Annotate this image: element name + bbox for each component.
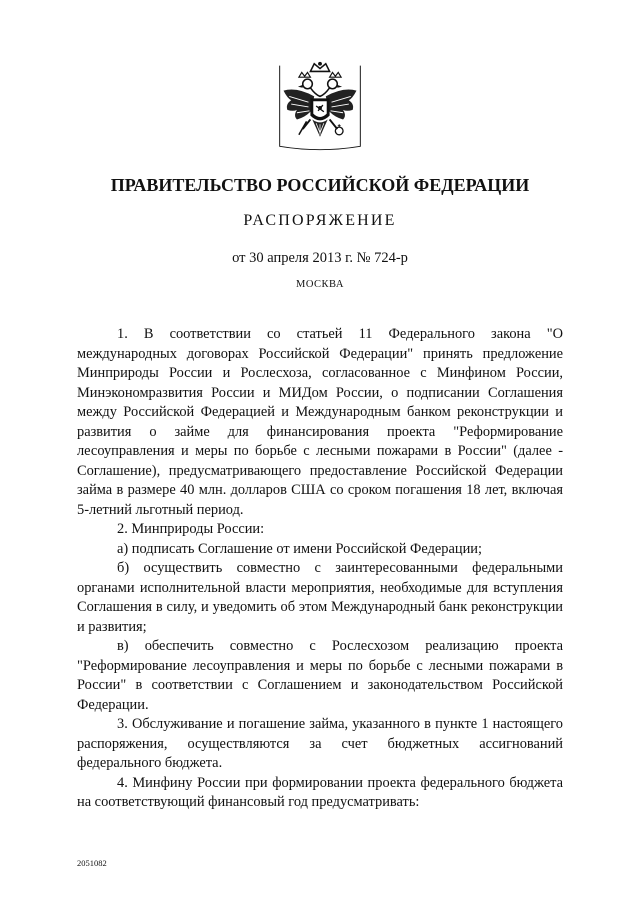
paragraph-2b: б) осуществить совместно с заинтересованными федеральными органами исполнительной власти мероприятия, необходимые для вступления Соглашения в силу, и уведомить об этом Международный банк реконструкции и развития;	[77, 560, 563, 635]
document-city: МОСКВА	[296, 279, 344, 290]
paragraph-1: 1. В соответствии со статьей 11 Федерального закона "О международных договорах Российской Федерации" принять предложение Минприроды России и Рослесхоза, согласованное с Минфином России, Минэкономразвития России и МИДом России, о подписании Соглашения между Российской Федерацией и Международным банком реконструкции и развития о займе для финансирования проекта "Реформирование лесоуправления и меры по борьбе с лесными пожарами в России" (далее - Соглашение), предусматривающего предоставление Российской Федерации займа в размере 40 млн. долларов США со сроком погашения 18 лет, включая 5-летний льготный период.	[77, 326, 563, 518]
document-date-number: от 30 апреля 2013 г. № 724-р	[232, 250, 408, 266]
paragraph-4: 4. Минфину России при формировании проекта федерального бюджета на соответствующий финансовый год предусматривать:	[77, 774, 563, 810]
document-body	[77, 325, 563, 813]
document-type: РАСПОРЯЖЕНИЕ	[243, 212, 397, 229]
paragraph-2a: а) подписать Соглашение от имени Российской Федерации;	[117, 540, 482, 557]
paragraph-2c: в) обеспечить совместно с Рослесхозом реализацию проекта "Реформирование лесоуправления и меры по борьбе с лесными пожарами в России" в соответствии с Соглашением и законодательством Российской Федерации.	[77, 638, 563, 713]
footer-doc-number: 2051082	[77, 858, 107, 868]
paragraph-2: 2. Минприроды России:	[117, 521, 265, 537]
paragraph-3: 3. Обслуживание и погашение займа, указанного в пункте 1 настоящего распоряжения, осуществляются за счет бюджетных ассигнований федерального бюджета.	[77, 716, 563, 771]
russian-coat-of-arms-icon	[272, 58, 368, 154]
issuer-title: ПРАВИТЕЛЬСТВО РОССИЙСКОЙ ФЕДЕРАЦИИ	[110, 175, 530, 195]
